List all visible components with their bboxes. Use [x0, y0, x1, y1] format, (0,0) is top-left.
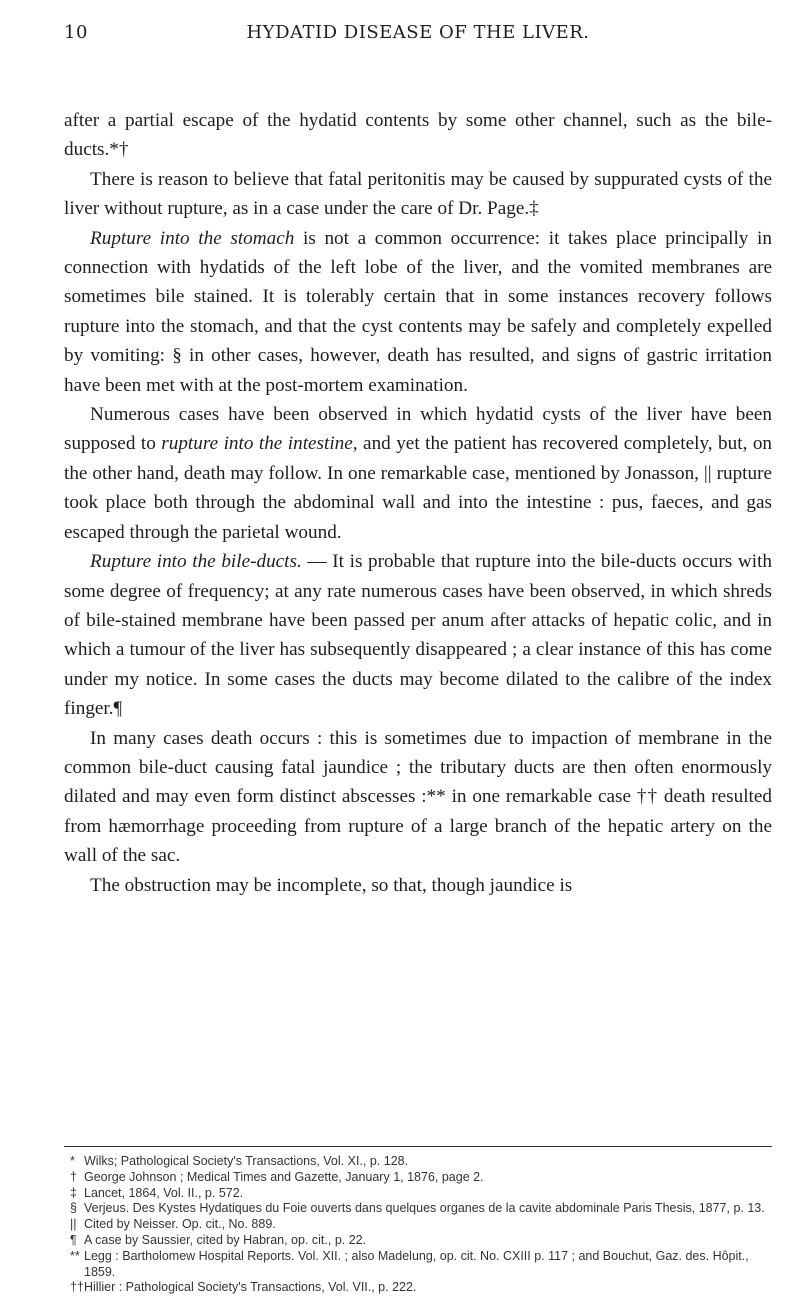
footnote-mark: § [70, 1201, 77, 1216]
paragraph-1: after a partial escape of the hydatid contents by some other channel, such as the bile-ducts.*† [64, 110, 772, 161]
footnote-text: Cited by Neisser. Op. cit., No. 889. [84, 1217, 276, 1232]
footnote [64, 1154, 772, 1170]
paragraph-3-text: is not a common occurrence: it takes place principally in connection with hydatids of the left lobe of the liver, and the vomited membranes are sometimes bile stained. It is tolerably certain that in some instances recovery follows rupture into the stomach, and that the cyst contents may be safely and completely expelled by vomiting: § in other cases, however, death has resulted, and signs of gastric irritation have been met with at the post-mortem examination. [64, 227, 772, 396]
footnote [64, 1170, 772, 1186]
paragraph-4-text-b: and yet the patient has recovered completely, but, on the other hand, death may follow. In one remarkable case, mentioned by Jonasson, || rupture took place both through the abdominal wall and into the intestine : pus, faeces, and gas escaped through the parietal wound. [64, 433, 773, 543]
footnote-mark: ¶ [70, 1232, 77, 1247]
paragraph-4 [64, 400, 772, 547]
section-heading-stomach: Rupture into the stomach [90, 227, 295, 249]
paragraph-3 [64, 224, 772, 400]
footnote [64, 1217, 772, 1233]
footnote-text: A case by Saussier, cited by Habran, op. cit., p. 22. [84, 1232, 367, 1247]
paragraph-6: In many cases death occurs : this is sometimes due to impaction of membrane in the common bile-duct causing fatal jaundice ; the tributary ducts are then often enormously dilated and may even form distinct abscesses :** in one remarkable case †† death resulted from hæmorrhage proceeding from rupture of a large branch of the hepatic artery on the wall of the sac. [64, 727, 772, 867]
footnote [64, 1233, 772, 1249]
paragraph-5 [64, 547, 772, 723]
footnote [64, 1280, 772, 1296]
footnote-text: Lancet, 1864, Vol. II., p. 572. [84, 1185, 244, 1200]
footnote-mark: ‡ [70, 1185, 77, 1200]
footnote [64, 1201, 772, 1217]
paragraph-5-text: — It is probable that rupture into the bile-ducts occurs with some degree of frequency; at any rate numerous cases have been observed, in which shreds of bile-stained membrane have been passed per anum after attacks of hepatic colic, and in which a tumour of the liver has subsequently disappeared ; a clear instance of this has come under my notice. In some cases the ducts may become dilated to the calibre of the index finger.¶ [64, 551, 772, 720]
footnote [64, 1186, 772, 1202]
page-number: 10 [64, 22, 88, 43]
paragraph-4-text-a: Numerous cases have been observed in which hydatid cysts of the liver have been supposed to [64, 404, 772, 455]
footnote-mark: † [70, 1169, 77, 1184]
footnote-text: Wilks; Pathological Society's Transactions, Vol. XI., p. 128. [84, 1154, 409, 1168]
footnote-mark: || [70, 1217, 77, 1232]
footnote-text: Verjeus. Des Kystes Hydatiques du Foie ouverts dans quelques organes de la cavite abdominale Paris Thesis, 1877, p. 13. [84, 1201, 765, 1216]
footnote-text: Hillier : Pathological Society's Transactions, Vol. VII., p. 222. [84, 1280, 417, 1295]
body-text [64, 106, 772, 900]
paragraph-2: There is reason to believe that fatal peritonitis may be caused by suppurated cysts of the liver without rupture, as in a case under the care of Dr. Page.‡ [64, 168, 772, 220]
section-heading-bile-ducts: Rupture into the bile-ducts. [90, 551, 302, 573]
footnote-mark: * [70, 1154, 75, 1168]
footnote-text: Legg : Bartholomew Hospital Reports. Vol. XII. ; also Madelung, op. cit. No. CXIII p. 117 ; and Bouchut, Gaz. des. Hôpit., 1859. [84, 1248, 749, 1279]
footnote-mark: †† [70, 1280, 84, 1295]
footnote-mark: ** [70, 1248, 80, 1263]
footnote [64, 1249, 772, 1281]
footnote-divider [64, 1146, 772, 1147]
footnote-text: George Johnson ; Medical Times and Gazette, January 1, 1876, page 2. [84, 1169, 484, 1184]
running-title: HYDATID DISEASE OF THE LIVER. [246, 22, 590, 43]
paragraph-7: The obstruction may be incomplete, so that, though jaundice is [90, 874, 573, 896]
footnotes [64, 1154, 772, 1296]
paragraph-4-italic: rupture into the intestine, [161, 433, 358, 455]
page-header [64, 22, 772, 52]
